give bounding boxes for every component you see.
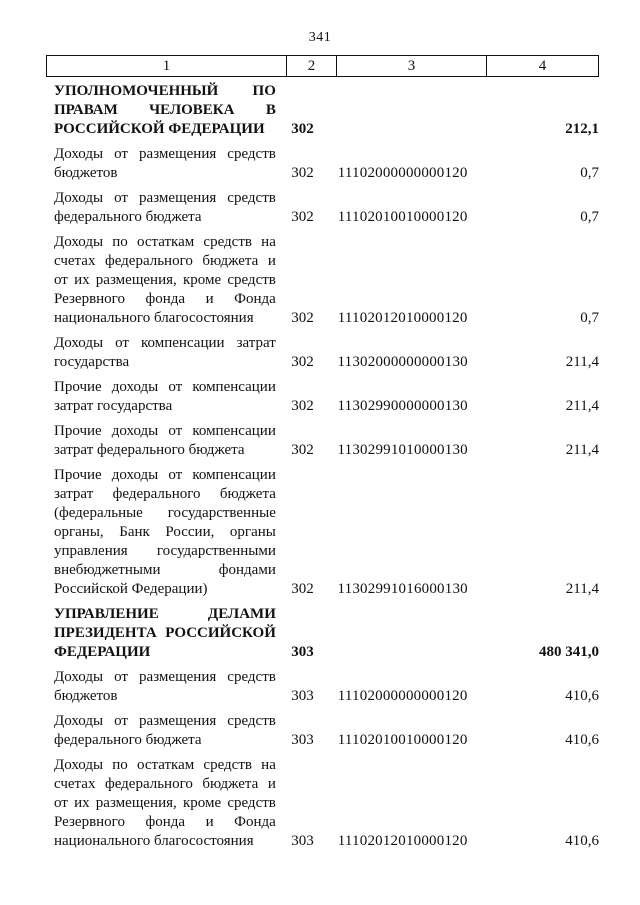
row-description: Доходы от размещения средств бюджетов <box>54 669 276 704</box>
page-number: 341 <box>308 30 332 45</box>
header-col-2: 2 <box>287 56 337 76</box>
row-description: Доходы от размещения средств федерального бюджета <box>54 190 276 225</box>
header-col-1: 1 <box>47 56 287 76</box>
table-row <box>54 82 599 139</box>
row-admin-code: 302 <box>291 354 314 370</box>
table-row <box>54 145 599 183</box>
row-description: Доходы от размещения средств федерального бюджета <box>54 713 276 748</box>
row-admin-code: 302 <box>291 209 314 225</box>
row-admin-code: 302 <box>291 165 314 181</box>
row-description: УПРАВЛЕНИЕ ДЕЛАМИ ПРЕЗИДЕНТА РОССИЙСКОЙ ФЕДЕРАЦИИ <box>54 606 276 660</box>
row-admin-code: 302 <box>291 442 314 458</box>
row-income-code: 11102010010000120 <box>337 732 468 748</box>
row-admin-code: 303 <box>291 732 314 748</box>
row-income-code: 11102012010000120 <box>337 310 468 326</box>
row-admin-code: 302 <box>291 581 314 597</box>
row-description: Доходы по остаткам средств на счетах федерального бюджета и от их размещения, кроме средств Резервного фонда и Фонда национального благосостояния <box>54 757 276 849</box>
row-description: Доходы от размещения средств бюджетов <box>54 146 276 181</box>
row-amount: 211,4 <box>565 442 599 458</box>
row-description: Прочие доходы от компенсации затрат государства <box>54 379 276 414</box>
row-income-code: 11102000000000120 <box>337 688 468 704</box>
row-amount: 212,1 <box>565 121 599 137</box>
table-row <box>54 466 599 599</box>
row-amount: 211,4 <box>565 354 599 370</box>
row-income-code: 11102012010000120 <box>337 833 468 849</box>
row-income-code: 11102010010000120 <box>337 209 468 225</box>
row-income-code: 11302000000000130 <box>337 354 468 370</box>
row-amount: 0,7 <box>580 165 599 181</box>
row-admin-code: 303 <box>291 688 314 704</box>
row-admin-code: 302 <box>291 398 314 414</box>
row-amount: 410,6 <box>565 732 599 748</box>
row-income-code: 11102000000000120 <box>337 165 468 181</box>
row-admin-code: 302 <box>291 121 314 137</box>
row-description: Доходы по остаткам средств на счетах федерального бюджета и от их размещения, кроме средств Резервного фонда и Фонда национального благосостояния <box>54 234 276 326</box>
table-row <box>54 378 599 416</box>
row-amount: 480 341,0 <box>539 644 599 660</box>
row-amount: 410,6 <box>565 833 599 849</box>
row-description: УПОЛНОМОЧЕННЫЙ ПО ПРАВАМ ЧЕЛОВЕКА В РОССИЙСКОЙ ФЕДЕРАЦИИ <box>54 83 276 137</box>
table-header <box>46 55 599 77</box>
row-description: Прочие доходы от компенсации затрат федерального бюджета <box>54 423 276 458</box>
table-body <box>54 82 599 857</box>
row-amount: 211,4 <box>565 581 599 597</box>
table-row <box>54 233 599 328</box>
row-admin-code: 303 <box>291 644 314 660</box>
table-row <box>54 189 599 227</box>
row-description: Доходы от компенсации затрат государства <box>54 335 276 370</box>
row-amount: 0,7 <box>580 310 599 326</box>
row-amount: 211,4 <box>565 398 599 414</box>
table-row <box>54 605 599 662</box>
table-row <box>54 756 599 851</box>
row-amount: 0,7 <box>580 209 599 225</box>
row-amount: 410,6 <box>565 688 599 704</box>
row-income-code: 11302991010000130 <box>337 442 468 458</box>
row-income-code: 11302991016000130 <box>337 581 468 597</box>
header-col-4: 4 <box>538 57 547 74</box>
table-row <box>54 334 599 372</box>
row-admin-code: 302 <box>291 310 314 326</box>
header-col-3: 3 <box>337 56 487 76</box>
row-description: Прочие доходы от компенсации затрат федерального бюджета (федеральные государственные органы, Банк России, органы управления государственными внебюджетными фондами Российской Федерации) <box>54 467 276 597</box>
row-admin-code: 303 <box>291 833 314 849</box>
row-income-code: 11302990000000130 <box>337 398 468 414</box>
table-row <box>54 712 599 750</box>
table-row <box>54 668 599 706</box>
table-row <box>54 422 599 460</box>
